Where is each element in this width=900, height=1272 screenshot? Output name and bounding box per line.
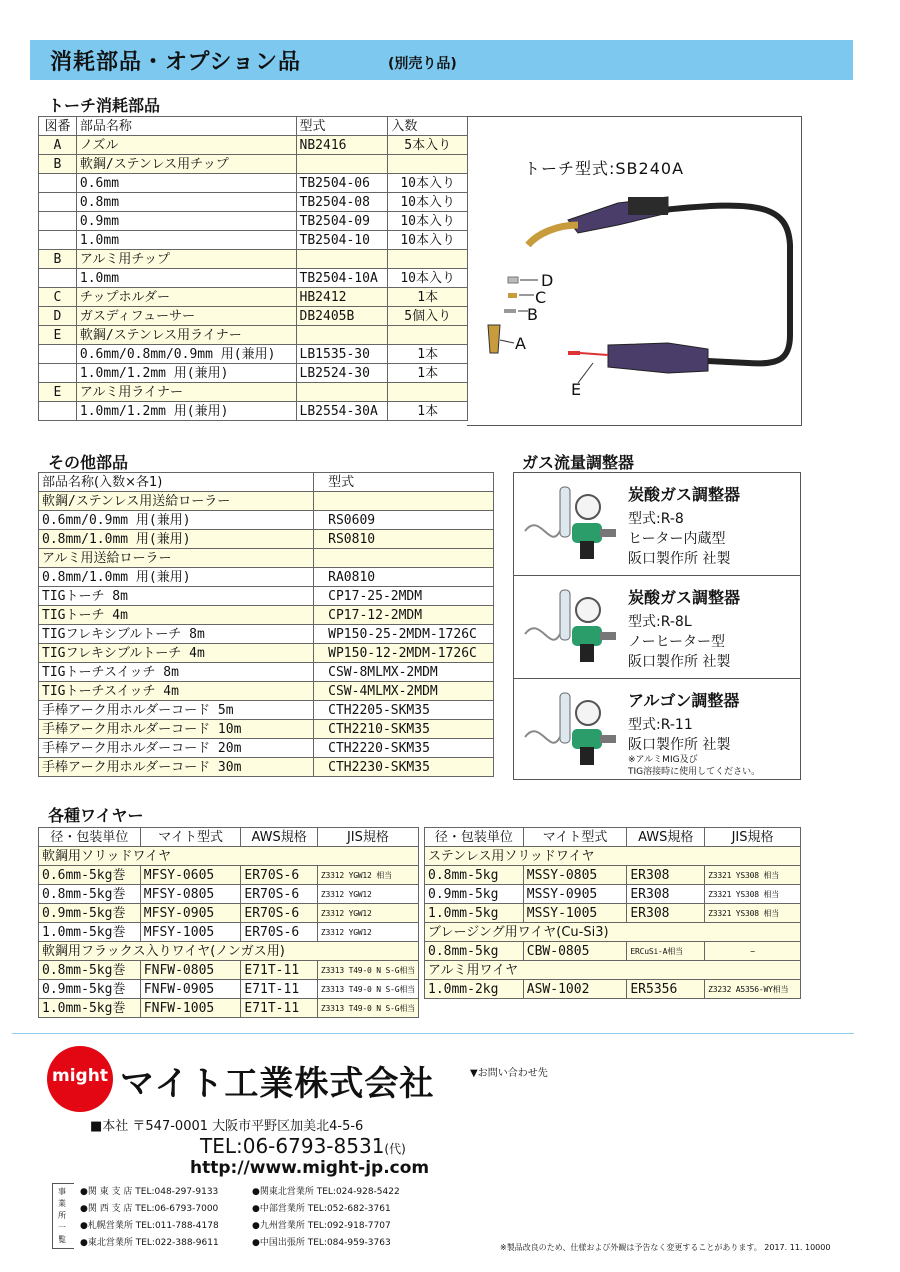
table-row xyxy=(39,530,494,549)
model-cell: RA0810 xyxy=(314,568,494,587)
name-cell: ガスディフューサー xyxy=(76,307,296,326)
office-entry: ●関 東 支 店 TEL:048-297-9133 xyxy=(80,1187,219,1197)
table-row xyxy=(39,663,494,682)
table-row xyxy=(39,269,468,288)
model-cell: TB2504-10A xyxy=(296,269,388,288)
qty-cell: 10本入り xyxy=(388,212,468,231)
name-cell: TIGトーチ 8m xyxy=(39,587,314,606)
qty-cell: 5本入り xyxy=(388,136,468,155)
table-row xyxy=(425,866,801,885)
name-cell: 0.6mm xyxy=(76,174,296,193)
table-row xyxy=(39,364,468,383)
table-row xyxy=(39,980,419,999)
other-section-title: その他部品 xyxy=(48,453,129,472)
regulator-name: 炭酸ガス調整器 xyxy=(628,588,741,607)
torch-section-title: トーチ消耗部品 xyxy=(48,96,161,115)
model-cell: NB2416 xyxy=(296,136,388,155)
fig-cell: B xyxy=(39,250,77,269)
size-cell: 0.8mm-5kg xyxy=(425,942,524,961)
model-cell: LB2524-30 xyxy=(296,364,388,383)
group-row xyxy=(425,847,801,866)
model-cell: CP17-25-2MDM xyxy=(314,587,494,606)
regulator-detail: 型式:R-8 xyxy=(628,511,684,527)
page-subtitle: (別売り品) xyxy=(388,56,457,72)
jis-cell: Z3321 YS308 相当 xyxy=(705,885,801,904)
model-cell: FNFW-0905 xyxy=(140,980,241,999)
name-cell: TIGトーチ 4m xyxy=(39,606,314,625)
fig-cell: B xyxy=(39,155,77,174)
group-label: 軟鋼用フラックス入りワイヤ(ノンガス用) xyxy=(39,942,419,961)
name-cell: 0.6mm/0.9mm 用(兼用) xyxy=(39,511,314,530)
office-entry: ●中部営業所 TEL:052-682-3761 xyxy=(252,1204,391,1214)
table-row xyxy=(425,904,801,923)
table-row xyxy=(39,193,468,212)
table-row xyxy=(39,644,494,663)
table-header xyxy=(39,828,419,847)
name-cell: 軟鋼/ステンレス用チップ xyxy=(76,155,296,174)
name-cell: 1.0mm xyxy=(76,269,296,288)
office-entry: ●九州営業所 TEL:092-918-7707 xyxy=(252,1221,391,1231)
table-row xyxy=(39,402,468,421)
model-cell: MSSY-0805 xyxy=(523,866,627,885)
regulator-detail: 型式:R-8L xyxy=(628,614,692,630)
table-row xyxy=(39,961,419,980)
offices-label xyxy=(58,1186,66,1246)
qty-cell: 10本入り xyxy=(388,269,468,288)
model-cell: MSSY-1005 xyxy=(523,904,627,923)
phone-main xyxy=(200,1134,406,1158)
part-label-d: D xyxy=(541,271,554,290)
wire-table-left xyxy=(38,827,419,1018)
column-header: JIS規格 xyxy=(705,828,801,847)
name-cell: 0.6mm/0.8mm/0.9mm 用(兼用) xyxy=(76,345,296,364)
name-cell: TIGトーチスイッチ 4m xyxy=(39,682,314,701)
wire-table-right xyxy=(424,827,801,999)
qty-cell xyxy=(388,155,468,174)
aws-cell: E71T-11 xyxy=(241,961,318,980)
name-cell: 手棒アーク用ホルダーコード 30m xyxy=(39,758,314,777)
table-row xyxy=(39,549,494,568)
table-row xyxy=(425,942,801,961)
regulator-note: ※アルミMIG及び xyxy=(628,755,698,765)
group-row xyxy=(39,847,419,866)
fig-cell: C xyxy=(39,288,77,307)
contact-label: ▼お問い合わせ先 xyxy=(470,1068,548,1079)
offices-label-char: 業 xyxy=(58,1199,66,1208)
column-header: 径・包装単位 xyxy=(425,828,524,847)
model-cell: CSW-4MLMX-2MDM xyxy=(314,682,494,701)
table-row xyxy=(39,492,494,511)
model-cell: TB2504-10 xyxy=(296,231,388,250)
model-cell: MSSY-0905 xyxy=(523,885,627,904)
name-cell: 1.0mm/1.2mm 用(兼用) xyxy=(76,364,296,383)
office-entry: ●関 西 支 店 TEL:06-6793-7000 xyxy=(80,1204,219,1214)
aws-cell: ER5356 xyxy=(627,980,705,999)
model-cell: TB2504-09 xyxy=(296,212,388,231)
model-cell: RS0609 xyxy=(314,511,494,530)
table-row xyxy=(39,701,494,720)
name-cell: 手棒アーク用ホルダーコード 10m xyxy=(39,720,314,739)
model-cell: CTH2210-SKM35 xyxy=(314,720,494,739)
fig-cell: E xyxy=(39,383,77,402)
aws-cell: ER70S-6 xyxy=(241,923,318,942)
model-cell: MFSY-1005 xyxy=(140,923,241,942)
table-row xyxy=(39,155,468,174)
column-header: マイト型式 xyxy=(140,828,241,847)
table-row xyxy=(39,136,468,155)
size-cell: 0.8mm-5kg巻 xyxy=(39,961,141,980)
table-row xyxy=(425,885,801,904)
aws-cell: ER308 xyxy=(627,904,705,923)
regulator-card xyxy=(513,472,801,576)
offices-right-list xyxy=(252,1184,400,1252)
regulator-image xyxy=(520,584,620,672)
hq-address: ■本社 〒547-0001 大阪市平野区加美北4-5-6 xyxy=(90,1119,364,1134)
size-cell: 0.9mm-5kg巻 xyxy=(39,980,141,999)
model-cell: MFSY-0805 xyxy=(140,885,241,904)
column-header: 型式 xyxy=(314,473,494,492)
model-cell xyxy=(296,326,388,345)
table-row xyxy=(39,250,468,269)
size-cell: 1.0mm-5kg巻 xyxy=(39,999,141,1018)
name-cell: ノズル xyxy=(76,136,296,155)
aws-cell: ERCuSi-A相当 xyxy=(627,942,705,961)
group-label: ブレージング用ワイヤ(Cu-Si3) xyxy=(425,923,801,942)
company-name: マイト工業株式会社 xyxy=(120,1064,435,1104)
group-row xyxy=(425,961,801,980)
regulator-detail: ノーヒーター型 xyxy=(628,634,726,650)
change-notice: ※製品改良のため、仕様および外観は予告なく変更することがあります。 2017. 11. 10000 xyxy=(500,1243,831,1252)
website-link[interactable]: http://www.might-jp.com xyxy=(190,1158,430,1178)
column-header: AWS規格 xyxy=(627,828,705,847)
table-row xyxy=(39,307,468,326)
name-cell: 0.8mm/1.0mm 用(兼用) xyxy=(39,530,314,549)
model-cell: CTH2230-SKM35 xyxy=(314,758,494,777)
model-cell xyxy=(314,549,494,568)
group-row xyxy=(39,942,419,961)
table-row xyxy=(39,383,468,402)
wire-section-title: 各種ワイヤー xyxy=(48,806,144,825)
model-cell: CP17-12-2MDM xyxy=(314,606,494,625)
table-row xyxy=(39,758,494,777)
size-cell: 0.8mm-5kg巻 xyxy=(39,885,141,904)
table-row xyxy=(39,288,468,307)
table-header xyxy=(425,828,801,847)
name-cell: TIGフレキシブルトーチ 4m xyxy=(39,644,314,663)
name-cell: アルミ用ライナー xyxy=(76,383,296,402)
jis-cell: Z3232 A5356-WY相当 xyxy=(705,980,801,999)
size-cell: 0.9mm-5kg xyxy=(425,885,524,904)
logo-text: might xyxy=(52,1066,108,1086)
jis-cell: Z3321 YS308 相当 xyxy=(705,866,801,885)
offices-label-char: 事 xyxy=(58,1187,66,1196)
jis-cell: Z3313 T49-0 N S-G相当 xyxy=(317,999,418,1018)
aws-cell: ER308 xyxy=(627,866,705,885)
office-entry: ●札幌営業所 TEL:011-788-4178 xyxy=(80,1221,219,1231)
regulator-detail: ヒーター内蔵型 xyxy=(628,531,726,547)
fig-cell xyxy=(39,193,77,212)
qty-cell: 1本 xyxy=(388,364,468,383)
column-header: 部品名称(入数×各1) xyxy=(39,473,314,492)
part-label-b: B xyxy=(527,305,538,324)
column-header: 径・包装単位 xyxy=(39,828,141,847)
column-header: JIS規格 xyxy=(317,828,418,847)
fig-cell xyxy=(39,269,77,288)
table-row xyxy=(39,511,494,530)
qty-cell: 1本 xyxy=(388,402,468,421)
name-cell: 0.8mm xyxy=(76,193,296,212)
table-row xyxy=(39,568,494,587)
table-row xyxy=(425,980,801,999)
jis-cell: − xyxy=(705,942,801,961)
aws-cell: ER308 xyxy=(627,885,705,904)
name-cell: TIGトーチスイッチ 8m xyxy=(39,663,314,682)
offices-left-list xyxy=(80,1184,219,1252)
offices-label-char: 所 xyxy=(58,1211,66,1220)
name-cell: 1.0mm/1.2mm 用(兼用) xyxy=(76,402,296,421)
office-entry: ●東北営業所 TEL:022-388-9611 xyxy=(80,1238,219,1248)
model-cell: FNFW-0805 xyxy=(140,961,241,980)
table-row xyxy=(39,212,468,231)
qty-cell xyxy=(388,250,468,269)
table-row xyxy=(39,682,494,701)
model-cell: HB2412 xyxy=(296,288,388,307)
fig-cell xyxy=(39,402,77,421)
column-header: マイト型式 xyxy=(523,828,627,847)
model-cell: TB2504-06 xyxy=(296,174,388,193)
table-row xyxy=(39,326,468,345)
fig-cell xyxy=(39,345,77,364)
table-row xyxy=(39,231,468,250)
model-cell xyxy=(296,383,388,402)
office-entry: ●関東北営業所 TEL:024-928-5422 xyxy=(252,1187,400,1197)
regulator-image xyxy=(520,481,620,569)
name-cell: 0.9mm xyxy=(76,212,296,231)
column-header: AWS規格 xyxy=(241,828,318,847)
name-cell: 手棒アーク用ホルダーコード 5m xyxy=(39,701,314,720)
model-cell xyxy=(314,492,494,511)
torch-parts-table xyxy=(38,116,468,421)
table-row xyxy=(39,885,419,904)
model-cell: LB2554-30A xyxy=(296,402,388,421)
jis-cell: Z3312 YGW12 xyxy=(317,885,418,904)
model-cell: FNFW-1005 xyxy=(140,999,241,1018)
regulator-detail: 阪口製作所 社製 xyxy=(628,737,731,753)
fig-cell: E xyxy=(39,326,77,345)
fig-cell: A xyxy=(39,136,77,155)
model-cell: CTH2220-SKM35 xyxy=(314,739,494,758)
group-label: アルミ用ワイヤ xyxy=(425,961,801,980)
group-row xyxy=(425,923,801,942)
model-cell xyxy=(296,250,388,269)
qty-cell: 10本入り xyxy=(388,231,468,250)
regulator-card xyxy=(513,575,801,679)
table-header xyxy=(39,473,494,492)
group-label: 軟鋼用ソリッドワイヤ xyxy=(39,847,419,866)
table-row xyxy=(39,720,494,739)
model-cell: TB2504-08 xyxy=(296,193,388,212)
size-cell: 0.8mm-5kg xyxy=(425,866,524,885)
fig-cell: D xyxy=(39,307,77,326)
jis-cell: Z3313 T49-0 N S-G相当 xyxy=(317,980,418,999)
fig-cell xyxy=(39,231,77,250)
column-header: 部品名称 xyxy=(76,117,296,136)
name-cell: 1.0mm xyxy=(76,231,296,250)
aws-cell: ER70S-6 xyxy=(241,904,318,923)
qty-cell xyxy=(388,326,468,345)
jis-cell: Z3312 YGW12 xyxy=(317,923,418,942)
regulator-detail: 阪口製作所 社製 xyxy=(628,551,731,567)
regulator-detail: 型式:R-11 xyxy=(628,717,693,733)
table-row xyxy=(39,345,468,364)
name-cell: 0.8mm/1.0mm 用(兼用) xyxy=(39,568,314,587)
table-row xyxy=(39,923,419,942)
qty-cell: 10本入り xyxy=(388,174,468,193)
column-header: 図番 xyxy=(39,117,77,136)
regulator-detail: 阪口製作所 社製 xyxy=(628,654,731,670)
qty-cell xyxy=(388,383,468,402)
size-cell: 1.0mm-5kg巻 xyxy=(39,923,141,942)
gas-section-title: ガス流量調整器 xyxy=(522,453,635,472)
aws-cell: ER70S-6 xyxy=(241,866,318,885)
model-cell: DB2405B xyxy=(296,307,388,326)
table-header xyxy=(39,117,468,136)
regulator-name: 炭酸ガス調整器 xyxy=(628,485,741,504)
jis-cell: Z3321 YS308 相当 xyxy=(705,904,801,923)
column-header: 型式 xyxy=(296,117,388,136)
name-cell: チップホルダー xyxy=(76,288,296,307)
model-cell: CBW-0805 xyxy=(523,942,627,961)
table-row xyxy=(39,999,419,1018)
table-row xyxy=(39,904,419,923)
office-entry: ●中国出張所 TEL:084-959-3763 xyxy=(252,1238,391,1248)
model-cell: CTH2205-SKM35 xyxy=(314,701,494,720)
qty-cell: 1本 xyxy=(388,345,468,364)
name-cell: 軟鋼/ステンレス用ライナー xyxy=(76,326,296,345)
torch-diagram xyxy=(468,185,801,415)
fig-cell xyxy=(39,174,77,193)
part-label-c: C xyxy=(535,288,547,307)
model-cell: WP150-12-2MDM-1726C xyxy=(314,644,494,663)
jis-cell: Z3312 YGW12 相当 xyxy=(317,866,418,885)
model-cell: RS0810 xyxy=(314,530,494,549)
name-cell: アルミ用チップ xyxy=(76,250,296,269)
jis-cell: Z3312 YGW12 xyxy=(317,904,418,923)
table-row xyxy=(39,587,494,606)
phone-number: TEL:06-6793-8531 xyxy=(200,1134,385,1158)
model-cell: MFSY-0605 xyxy=(140,866,241,885)
torch-model-label: トーチ型式:SB240A xyxy=(524,159,685,178)
part-label-a: A xyxy=(515,334,526,353)
regulator-name: アルゴン調整器 xyxy=(628,691,740,710)
fig-cell xyxy=(39,212,77,231)
fig-cell xyxy=(39,364,77,383)
size-cell: 1.0mm-5kg xyxy=(425,904,524,923)
page-title: 消耗部品・オプション品 xyxy=(50,50,302,75)
table-row xyxy=(39,606,494,625)
group-label: ステンレス用ソリッドワイヤ xyxy=(425,847,801,866)
regulator-note: TIG溶接時に使用してください。 xyxy=(628,767,761,777)
aws-cell: E71T-11 xyxy=(241,980,318,999)
table-row xyxy=(39,174,468,193)
model-cell: MFSY-0905 xyxy=(140,904,241,923)
model-cell: ASW-1002 xyxy=(523,980,627,999)
table-row xyxy=(39,625,494,644)
aws-cell: ER70S-6 xyxy=(241,885,318,904)
qty-cell: 1本 xyxy=(388,288,468,307)
offices-label-char: 一 xyxy=(58,1223,66,1232)
qty-cell: 10本入り xyxy=(388,193,468,212)
size-cell: 0.9mm-5kg巻 xyxy=(39,904,141,923)
regulator-image xyxy=(520,687,620,775)
name-cell: 手棒アーク用ホルダーコード 20m xyxy=(39,739,314,758)
model-cell: CSW-8MLMX-2MDM xyxy=(314,663,494,682)
model-cell xyxy=(296,155,388,174)
name-cell: アルミ用送給ローラー xyxy=(39,549,314,568)
regulator-card xyxy=(513,678,801,780)
name-cell: TIGフレキシブルトーチ 8m xyxy=(39,625,314,644)
offices-label-char: 覧 xyxy=(58,1235,66,1244)
jis-cell: Z3313 T49-0 N S-G相当 xyxy=(317,961,418,980)
part-label-e: E xyxy=(571,380,582,399)
other-parts-table xyxy=(38,472,494,777)
model-cell: WP150-25-2MDM-1726C xyxy=(314,625,494,644)
size-cell: 1.0mm-2kg xyxy=(425,980,524,999)
table-row xyxy=(39,866,419,885)
qty-cell: 5個入り xyxy=(388,307,468,326)
size-cell: 0.6mm-5kg巻 xyxy=(39,866,141,885)
table-row xyxy=(39,739,494,758)
footer-rule xyxy=(12,1033,854,1034)
aws-cell: E71T-11 xyxy=(241,999,318,1018)
model-cell: LB1535-30 xyxy=(296,345,388,364)
column-header: 入数 xyxy=(388,117,468,136)
phone-suffix: (代) xyxy=(384,1142,406,1156)
name-cell: 軟鋼/ステンレス用送給ローラー xyxy=(39,492,314,511)
